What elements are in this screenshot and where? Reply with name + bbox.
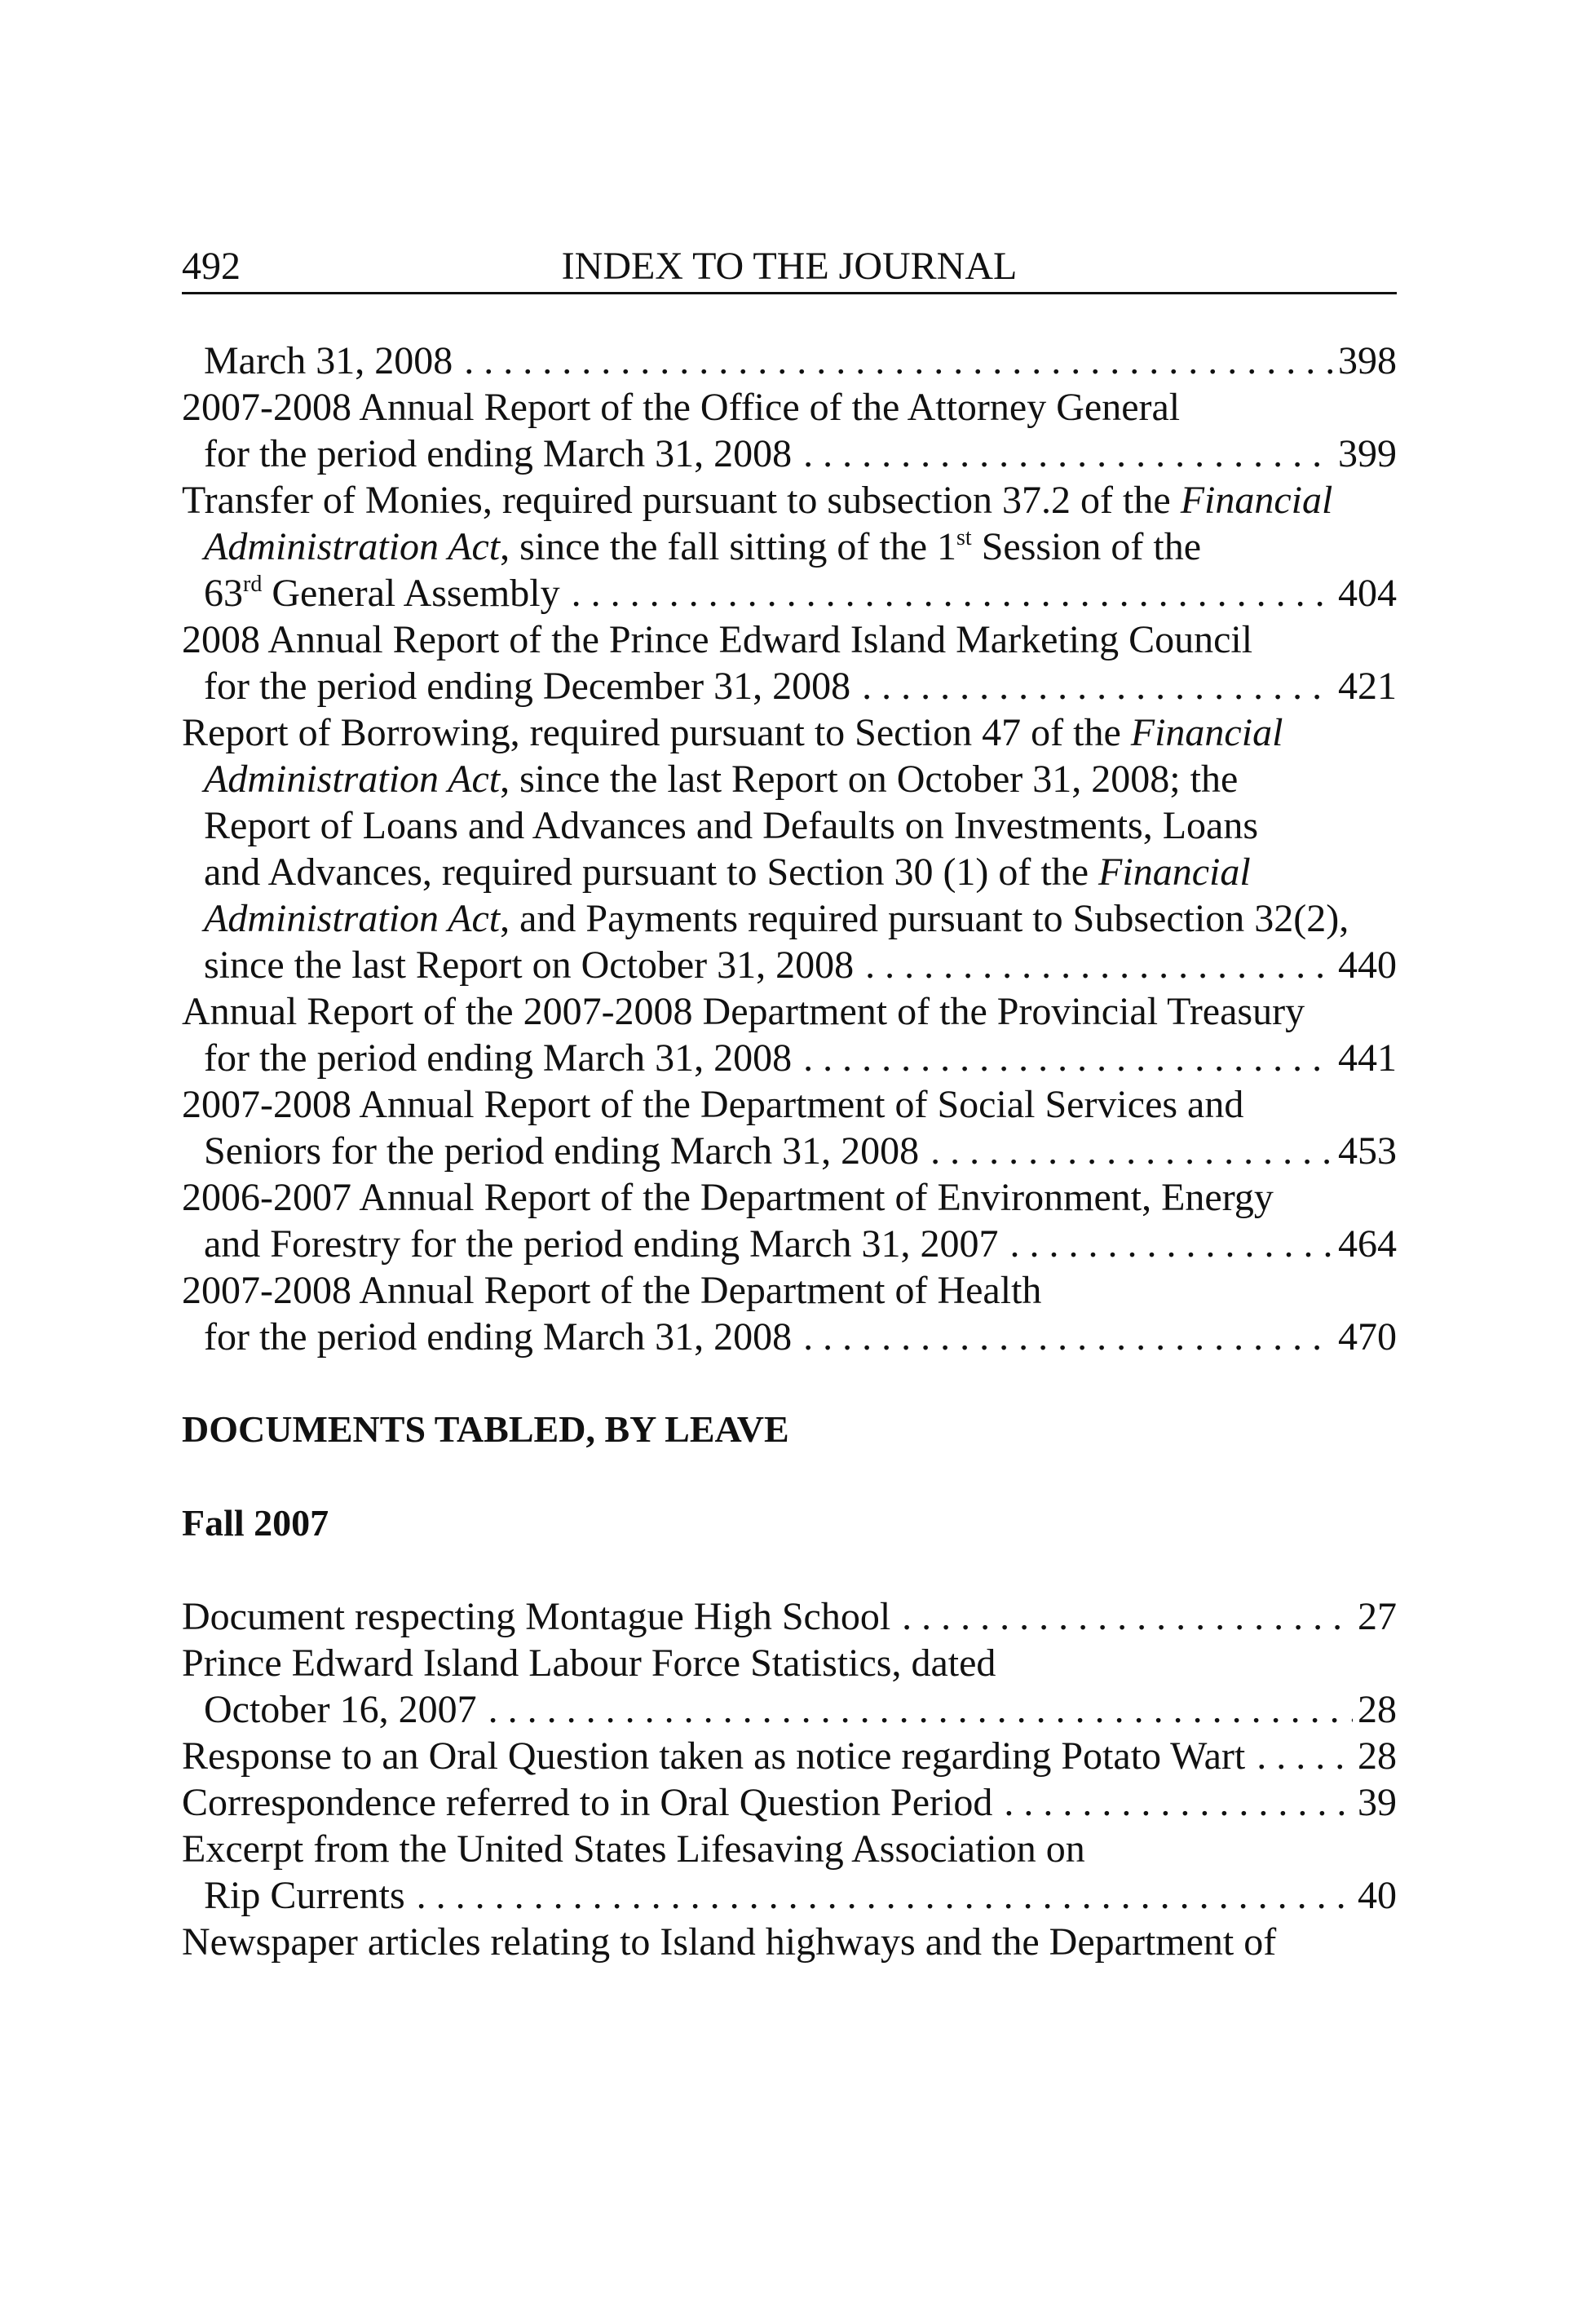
- entry-text: 2007-2008 Annual Report of the Office of the Attorney General: [182, 386, 1181, 429]
- entry-page-number: 404: [1338, 572, 1397, 615]
- subsection-heading: Fall 2007: [182, 1502, 329, 1544]
- entry-line: [182, 1593, 1397, 1640]
- entry-text: Administration Act, since the last Report on October 31, 2008; the: [204, 758, 1239, 801]
- entry-line: [182, 477, 1397, 524]
- entry-text: Document respecting Montague High School: [182, 1595, 891, 1638]
- entry-text: Annual Report of the 2007-2008 Department of the Provincial Treasury: [182, 990, 1305, 1033]
- entry-page-number: 440: [1338, 943, 1397, 987]
- page-number: 492: [182, 245, 241, 288]
- section-heading: DOCUMENTS TABLED, BY LEAVE: [182, 1408, 789, 1450]
- entry-text: October 16, 2007: [204, 1688, 477, 1731]
- entry-text: for the period ending March 31, 2008: [204, 432, 793, 475]
- entry-line: [182, 1081, 1397, 1128]
- leader-dots: [803, 1314, 1333, 1360]
- entry-page-number: 39: [1358, 1781, 1397, 1824]
- entry-text: Administration Act, and Payments required pursuant to Subsection 32(2),: [204, 897, 1349, 940]
- entry-line: [182, 616, 1397, 663]
- entry-text: Transfer of Monies, required pursuant to subsection 37.2 of the Financial: [182, 479, 1333, 522]
- leader-dots: [1004, 1779, 1353, 1826]
- entry-page-number: 470: [1338, 1315, 1397, 1359]
- entry-line: [182, 1686, 1397, 1733]
- entry-line: [182, 942, 1397, 988]
- entry-line: [182, 988, 1397, 1035]
- leader-dots: [572, 570, 1333, 616]
- entry-line: [182, 1826, 1397, 1872]
- index-entry: [182, 616, 1397, 709]
- entry-line: [182, 895, 1397, 942]
- entry-line: [182, 1128, 1397, 1174]
- leader-dots: [488, 1686, 1353, 1733]
- index-entries-bottom: [182, 1593, 1397, 1965]
- index-entry: [182, 384, 1397, 477]
- entry-line: [182, 1779, 1397, 1826]
- index-entry: [182, 1919, 1397, 1965]
- entry-line: [182, 709, 1397, 756]
- entry-text: Prince Edward Island Labour Force Statistics, dated: [182, 1641, 996, 1685]
- index-entry: [182, 1779, 1397, 1826]
- entry-text: 2007-2008 Annual Report of the Department of Health: [182, 1269, 1042, 1312]
- entry-line: [182, 338, 1397, 384]
- index-entry: [182, 1081, 1397, 1174]
- entry-line: [182, 1919, 1397, 1965]
- entry-line: [182, 1035, 1397, 1081]
- entry-text: for the period ending March 31, 2008: [204, 1036, 793, 1080]
- entry-page-number: 464: [1338, 1222, 1397, 1266]
- index-entry: [182, 477, 1397, 616]
- entry-text: and Forestry for the period ending March 31, 2007: [204, 1222, 999, 1266]
- entry-page-number: 28: [1358, 1734, 1397, 1778]
- index-entry: [182, 338, 1397, 384]
- entry-page-number: 421: [1338, 665, 1397, 708]
- index-entry: [182, 1640, 1397, 1733]
- entry-line: [182, 524, 1397, 570]
- leader-dots: [902, 1593, 1353, 1640]
- entry-text: Newspaper articles relating to Island highways and the Department of: [182, 1920, 1277, 1964]
- entry-line: [182, 431, 1397, 477]
- entry-text: Seniors for the period ending March 31, 2008: [204, 1129, 920, 1173]
- leader-dots: [1009, 1221, 1333, 1267]
- entry-page-number: 27: [1358, 1595, 1397, 1638]
- leader-dots: [803, 431, 1333, 477]
- entry-line: [182, 1640, 1397, 1686]
- leader-dots: [464, 338, 1333, 384]
- entry-page-number: 398: [1338, 339, 1397, 382]
- entry-text: 2006-2007 Annual Report of the Department of Environment, Energy: [182, 1176, 1274, 1219]
- index-entry: [182, 1267, 1397, 1360]
- leader-dots: [803, 1035, 1333, 1081]
- entry-page-number: 40: [1358, 1874, 1397, 1917]
- index-entry: [182, 988, 1397, 1081]
- entry-line: [182, 756, 1397, 802]
- entry-line: [182, 1733, 1397, 1779]
- entry-text: Report of Loans and Advances and Defaults on Investments, Loans: [204, 804, 1259, 847]
- entry-line: [182, 1872, 1397, 1919]
- index-entry: [182, 1593, 1397, 1640]
- running-head-title: INDEX TO THE JOURNAL: [561, 245, 1018, 288]
- entry-line: [182, 1314, 1397, 1360]
- index-entries-top: [182, 338, 1397, 1360]
- index-entry: [182, 709, 1397, 988]
- entry-text: for the period ending March 31, 2008: [204, 1315, 793, 1359]
- leader-dots: [865, 942, 1333, 988]
- entry-text: Report of Borrowing, required pursuant to Section 47 of the Financial: [182, 711, 1283, 754]
- entry-text: Correspondence referred to in Oral Question Period: [182, 1781, 993, 1824]
- entry-text: Excerpt from the United States Lifesaving Association on: [182, 1827, 1085, 1871]
- entry-text: 2007-2008 Annual Report of the Department of Social Services and: [182, 1083, 1244, 1126]
- entry-line: [182, 1174, 1397, 1221]
- leader-dots: [862, 663, 1333, 709]
- entry-line: [182, 1267, 1397, 1314]
- entry-line: [182, 802, 1397, 849]
- leader-dots: [417, 1872, 1353, 1919]
- entry-text: 63rd General Assembly: [204, 572, 560, 615]
- entry-page-number: 441: [1338, 1036, 1397, 1080]
- entry-page-number: 399: [1338, 432, 1397, 475]
- running-head: [182, 241, 1397, 294]
- index-entry: [182, 1174, 1397, 1267]
- entry-line: [182, 384, 1397, 431]
- index-entry: [182, 1733, 1397, 1779]
- entry-text: 2008 Annual Report of the Prince Edward Island Marketing Council: [182, 618, 1253, 661]
- entry-line: [182, 1221, 1397, 1267]
- leader-dots: [930, 1128, 1333, 1174]
- entry-line: [182, 663, 1397, 709]
- entry-text: for the period ending December 31, 2008: [204, 665, 851, 708]
- entry-text: March 31, 2008: [204, 339, 453, 382]
- entry-text: Administration Act, since the fall sitting of the 1st Session of the: [204, 525, 1202, 568]
- index-entry: [182, 1826, 1397, 1919]
- entry-text: Response to an Oral Question taken as notice regarding Potato Wart: [182, 1734, 1246, 1778]
- leader-dots: [1257, 1733, 1353, 1779]
- entry-page-number: 28: [1358, 1688, 1397, 1731]
- entry-line: [182, 570, 1397, 616]
- entry-line: [182, 849, 1397, 895]
- entry-text: since the last Report on October 31, 2008: [204, 943, 855, 987]
- entry-page-number: 453: [1338, 1129, 1397, 1173]
- entry-text: and Advances, required pursuant to Section 30 (1) of the Financial: [204, 851, 1251, 894]
- entry-text: Rip Currents: [204, 1874, 405, 1917]
